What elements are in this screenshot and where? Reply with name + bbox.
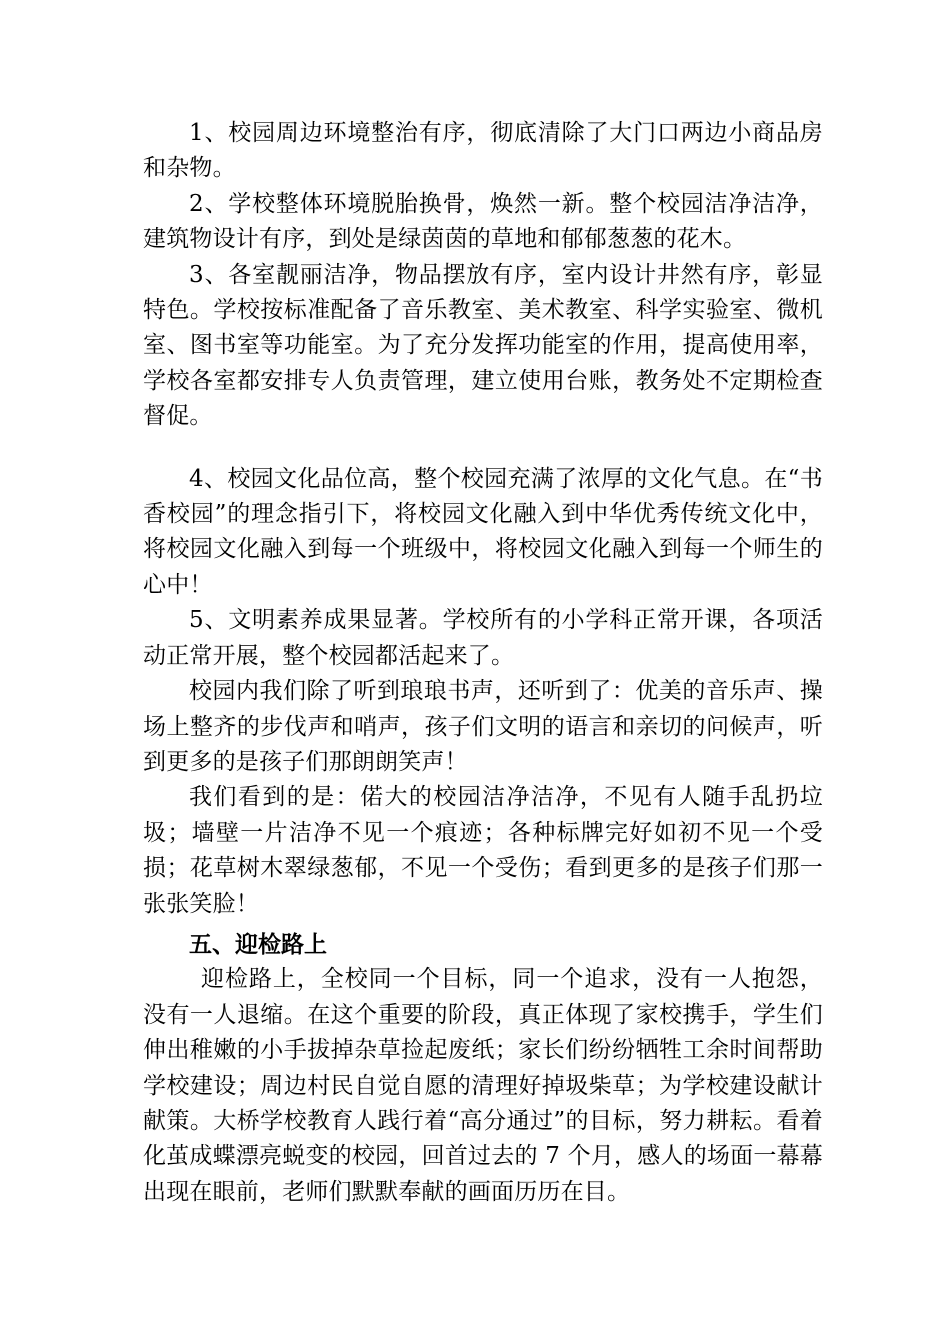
paragraph-6: 校园内我们除了听到琅琅书声，还听到了：优美的音乐声、操场上整齐的步伐声和哨声，孩子们文明的语言和亲切的问候声，听到更多的是孩子们那朗朗笑声！ <box>143 678 823 775</box>
paragraph-2: 2、学校整体环境脱胎换骨，焕然一新。整个校园洁净洁净，建筑物设计有序，到处是绿茵茵的草地和郁郁葱葱的花木。 <box>143 190 823 253</box>
section-paragraph: 迎检路上，全校同一个目标，同一个追求，没有一人抱怨，没有一人退缩。在这个重要的阶段，真正体现了家校携手，学生们伸出稚嫩的小手拔掉杂草捡起废纸；家长们纷纷牺牲工余时间帮助学校建设；周边村民自觉自愿的清理好掉圾柴草；为学校建设献计献策。大桥学校教育人践行着“高分通过”的目标，努力耕耘。看着化茧成蝶漂亮蜕变的校园，回首过去的 7 个月，感人的场面一幕幕出现在眼前，老师们默默奉献的画面历历在目。 <box>143 966 823 1205</box>
paragraph-1: 1、校园周边环境整治有序，彻底清除了大门口两边小商品房和杂物。 <box>143 120 823 182</box>
paragraph-4: 4、校园文化品位高，整个校园充满了浓厚的文化气息。在“书香校园”的理念指引下，将校园文化融入到中华优秀传统文化中，将校园文化融入到每一个班级中，将校园文化融入到每一个师生的心中！ <box>143 465 823 598</box>
paragraph-3: 3、各室靓丽洁净，物品摆放有序，室内设计井然有序，彰显特色。学校按标准配备了音乐教室、美术教室、科学实验室、微机室、图书室等功能室。为了充分发挥功能室的作用，提高使用率，学校各室都安排专人负责管理，建立使用台账，教务处不定期检查督促。 <box>143 261 823 430</box>
paragraph-5: 5、文明素养成果显著。学校所有的小学科正常开课，各项活动正常开展，整个校园都活起来了。 <box>143 607 823 669</box>
paragraph-7: 我们看到的是：偌大的校园洁净洁净，不见有人随手乱扔垃圾；墙壁一片洁净不见一个痕迹；各种标牌完好如初不见一个受损；花草树木翠绿葱郁，不见一个受伤；看到更多的是孩子们那一张张笑脸！ <box>143 784 823 917</box>
section-heading: 五、迎检路上 <box>189 930 327 958</box>
document-body <box>143 116 823 1210</box>
